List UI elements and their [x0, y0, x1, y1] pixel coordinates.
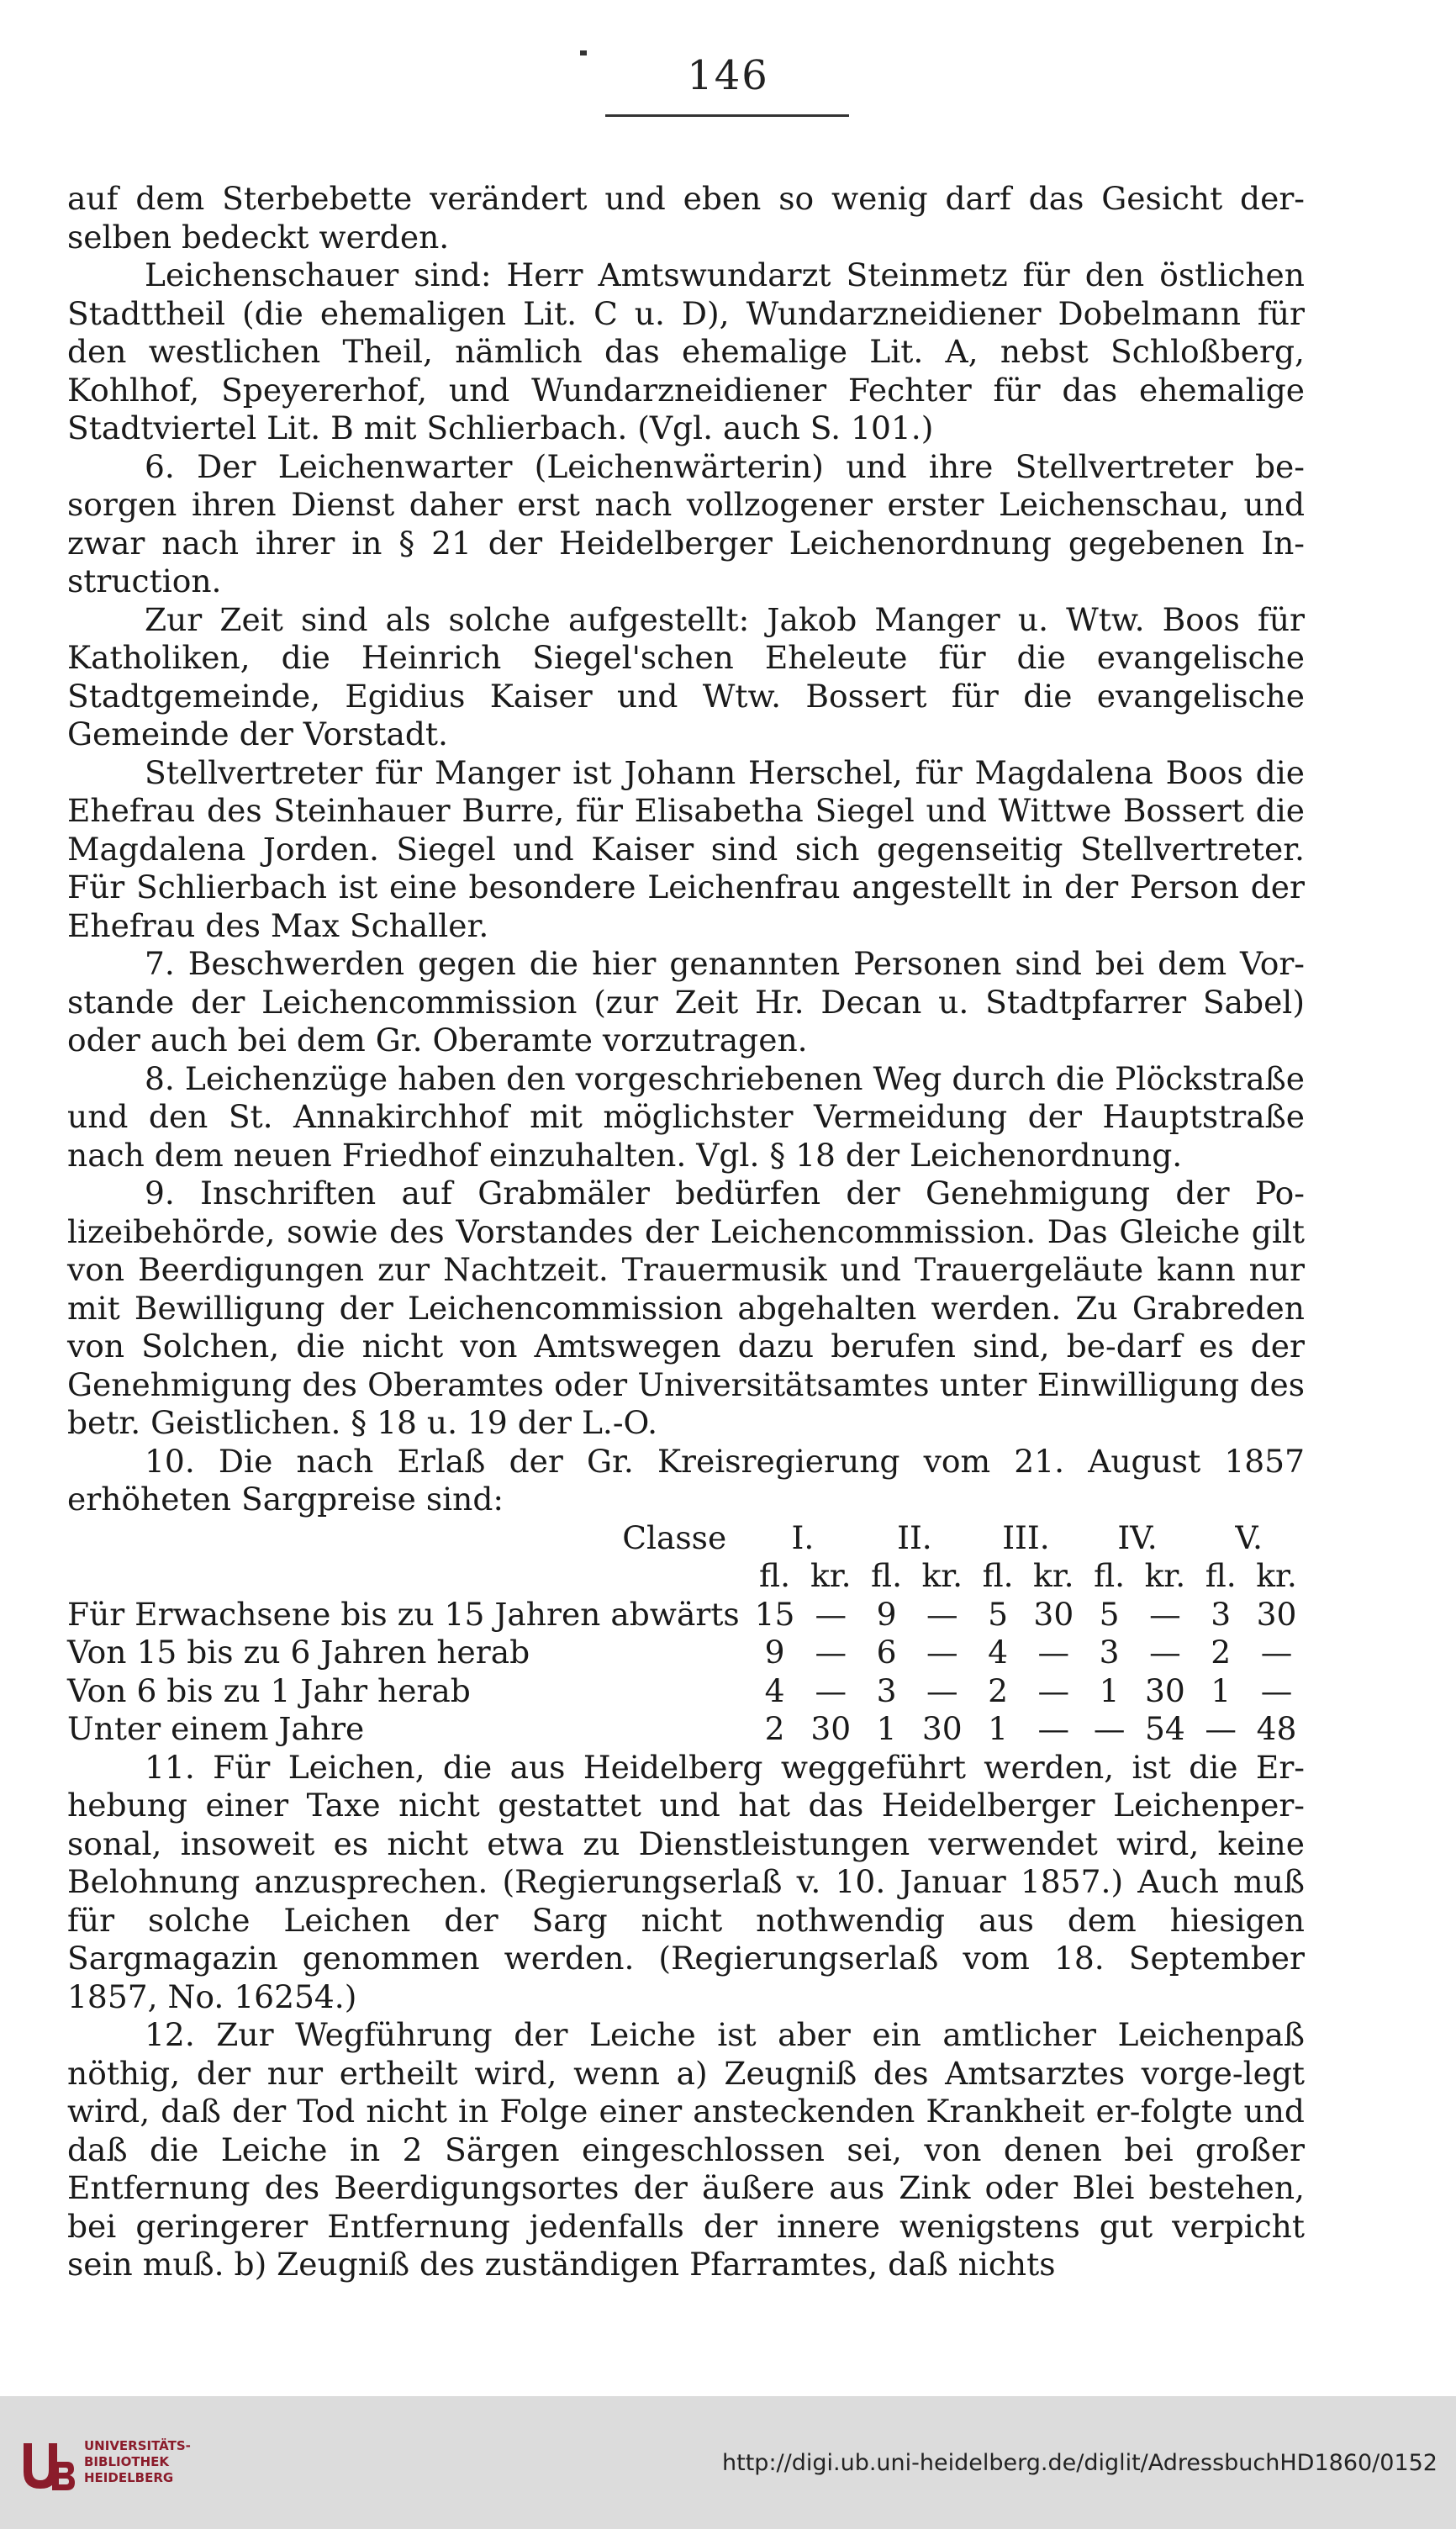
table-body — [67, 1596, 1305, 1749]
price-cell: 1 — [1211, 1671, 1232, 1709]
price-cell: 3 — [1099, 1634, 1120, 1671]
page-number: 146 — [687, 52, 769, 99]
library-name — [84, 2438, 191, 2486]
unit-heading: kr. — [921, 1557, 963, 1594]
footer-bar — [0, 2396, 1456, 2529]
class-heading: III. — [1002, 1518, 1050, 1556]
price-cell: 1 — [988, 1710, 1009, 1747]
library-name-line: BIBLIOTHEK — [84, 2454, 169, 2469]
price-cell: 30 — [1256, 1595, 1297, 1633]
price-cell: 15 — [754, 1595, 795, 1633]
paragraph: Zur Zeit sind als solche aufgestellt: Jakob Manger u. Wtw. Boos für Katholiken, die Heinrich Siegel'schen Eheleute für die evangelische Stadtgemeinde, Egidius Kaiser und Wtw. Bossert für die evangelische Gemeinde der Vorstadt. — [67, 600, 1305, 752]
unit-heading: kr. — [1256, 1557, 1297, 1594]
source-url-link[interactable]: http://digi.ub.uni-heidelberg.de/diglit/AdressbuchHD1860/0152 — [722, 2450, 1438, 2476]
price-cell: — — [1149, 1595, 1181, 1633]
price-cell: 30 — [1033, 1595, 1074, 1633]
row-label: Von 15 bis zu 6 Jahren herab — [67, 1634, 530, 1671]
row-label: Für Erwachsene bis zu 15 Jahren abwärts — [67, 1595, 740, 1633]
price-cell: 30 — [810, 1710, 852, 1747]
price-cell: 30 — [1145, 1671, 1185, 1709]
paragraph: Stellvertreter für Manger ist Johann Herschel, für Magdalena Boos die Ehefrau des Steinhauer Burre, für Elisabetha Siegel und Wittwe Bossert die Magdalena Jorden. Siegel und Kaiser sind sich gegenseitig Stellvertreter. Für Schlierbach ist eine besondere Leichenfrau angestellt in der Person der Ehefrau des Max Schaller. — [67, 753, 1305, 944]
unit-heading: kr. — [1144, 1557, 1186, 1594]
paragraph: 9. Inschriften auf Grabmäler bedürfen der Genehmigung der Po-lizeibehörde, sowie des Vorstandes der Leichencommission. Das Gleiche gilt von Beerdigungen zur Nachtzeit. Trauermusik und Trauergeläute kann nur mit Bewilligung der Leichencommission abgehalten werden. Zu Grabreden von Solchen, die nicht von Amtswegen dazu berufen sind, be-darf es der Genehmigung des Oberamtes oder Universitätsamtes unter Einwilligung des betr. Geistlichen. § 18 u. 19 der L.-O. — [67, 1175, 1305, 1441]
empty-cell — [67, 1557, 746, 1596]
coffin-price-table — [67, 1519, 1305, 1749]
page-number-rule — [605, 114, 849, 117]
price-cell: 9 — [764, 1634, 785, 1671]
price-cell: 9 — [876, 1595, 897, 1633]
price-cell: — — [815, 1634, 847, 1671]
price-cell: — — [1037, 1710, 1070, 1747]
table-header-classes — [67, 1519, 1305, 1558]
price-cell: 1 — [876, 1710, 897, 1747]
library-name-line: HEIDELBERG — [84, 2470, 174, 2485]
university-library-logo-icon — [18, 2437, 77, 2495]
unit-heading: kr. — [810, 1557, 852, 1594]
price-cell: 1 — [1099, 1671, 1120, 1709]
price-cell: 5 — [988, 1595, 1009, 1633]
class-heading: II. — [897, 1518, 932, 1556]
price-cell: 2 — [764, 1710, 785, 1747]
price-cell: 2 — [1211, 1634, 1232, 1671]
row-label: Von 6 bis zu 1 Jahr herab — [67, 1671, 471, 1709]
price-cell: — — [1260, 1671, 1293, 1709]
unit-heading: fl. — [871, 1557, 903, 1594]
price-cell: 54 — [1145, 1710, 1185, 1747]
library-name-line: UNIVERSITÄTS- — [84, 2438, 191, 2453]
price-cell: — — [926, 1671, 958, 1709]
table-row — [67, 1596, 1305, 1634]
paragraph: 7. Beschwerden gegen die hier genannten Personen sind bei dem Vor-stande der Leichencommission (zur Zeit Hr. Decan u. Stadtpfarrer Sabel) oder auch bei dem Gr. Oberamte vorzutragen. — [67, 945, 1305, 1059]
price-cell: — — [1149, 1634, 1181, 1671]
paragraph: 10. Die nach Erlaß der Gr. Kreisregierung vom 21. August 1857 erhöheten Sargpreise sind: — [67, 1442, 1305, 1518]
table-row — [67, 1710, 1305, 1749]
price-cell: — — [926, 1634, 958, 1671]
paragraph: 8. Leichenzüge haben den vorgeschriebenen Weg durch die Plöckstraße und den St. Annakirchhof mit möglichster Vermeidung der Hauptstraße nach dem neuen Friedhof einzuhalten. Vgl. § 18 der Leichenordnung. — [67, 1059, 1305, 1174]
price-cell: 3 — [876, 1671, 897, 1709]
paragraph: 6. Der Leichenwarter (Leichenwärterin) und ihre Stellvertreter be-sorgen ihren Dienst daher erst nach vollzogener erster Leichenschau, und zwar nach ihrer in § 21 der Heidelberger Leichenordnung gegebenen In-struction. — [67, 447, 1305, 599]
price-cell: — — [815, 1595, 847, 1633]
paragraphs-before — [67, 180, 1305, 1519]
price-cell: 2 — [988, 1671, 1009, 1709]
price-cell: 30 — [921, 1710, 963, 1747]
price-cell: — — [926, 1595, 958, 1633]
price-cell: 6 — [876, 1634, 897, 1671]
paragraph: 12. Zur Wegführung der Leiche ist aber ein amtlicher Leichenpaß nöthig, der nur ertheilt wird, wenn a) Zeugniß des Amtsarztes vorge-legt wird, daß der Tod nicht in Folge einer ansteckenden Krankheit er-folgte und daß die Leiche in 2 Särgen eingeschlossen sei, von denen bei großer Entfernung des Beerdigungsortes der äußere aus Zink oder Blei bestehen, bei geringerer Entfernung jedenfalls der innere wenigstens gut verpicht sein muß. b) Zeugniß des zuständigen Pfarramtes, daß nichts — [67, 2016, 1305, 2283]
class-heading: I. — [791, 1518, 815, 1556]
unit-heading: kr. — [1033, 1557, 1074, 1594]
price-cell: — — [815, 1671, 847, 1709]
price-cell: — — [1093, 1710, 1126, 1747]
paragraph: 11. Für Leichen, die aus Heidelberg weggeführt werden, ist die Er-hebung einer Taxe nicht gestattet und hat das Heidelberger Leichenper-sonal, insoweit es nicht etwa zu Dienstleistungen verwendet wird, keine Belohnung anzusprechen. (Regierungserlaß v. 10. Januar 1857.) Auch muß für solche Leichen der Sarg nicht nothwendig aus dem hiesigen Sargmagazin genommen werden. (Regierungserlaß vom 18. September 1857, No. 16254.) — [67, 1748, 1305, 2015]
price-cell: — — [1205, 1710, 1237, 1747]
price-cell: — — [1037, 1634, 1070, 1671]
body-text — [67, 180, 1305, 2284]
price-cell: — — [1037, 1671, 1070, 1709]
unit-heading: fl. — [759, 1557, 791, 1594]
price-cell: 48 — [1256, 1710, 1297, 1747]
table-row — [67, 1634, 1305, 1672]
class-heading: V. — [1235, 1518, 1263, 1556]
price-cell: 4 — [988, 1634, 1009, 1671]
table-row — [67, 1672, 1305, 1711]
price-cell: 4 — [764, 1671, 785, 1709]
price-cell: — — [1260, 1634, 1293, 1671]
class-label: Classe — [622, 1518, 727, 1556]
class-heading: IV. — [1117, 1518, 1158, 1556]
price-cell: 5 — [1099, 1595, 1120, 1633]
unit-heading: fl. — [1205, 1557, 1237, 1594]
unit-heading: fl. — [1094, 1557, 1126, 1594]
paragraph: Leichenschauer sind: Herr Amtswundarzt Steinmetz für den östlichen Stadttheil (die ehemaligen Lit. C u. D), Wundarzneidiener Dobelmann für den westlichen Theil, nämlich das ehemalige Lit. A, nebst Schloßberg, Kohlhof, Speyererhof, und Wundarzneidiener Fechter für das ehemalige Stadtviertel Lit. B mit Schlierbach. (Vgl. auch S. 101.) — [67, 256, 1305, 446]
paragraphs-after — [67, 1749, 1305, 2284]
unit-heading: fl. — [982, 1557, 1014, 1594]
paragraph: auf dem Sterbebette verändert und eben so wenig darf das Gesicht der-selben bedeckt werden. — [67, 180, 1305, 256]
table-header-units — [67, 1557, 1305, 1596]
row-label: Unter einem Jahre — [67, 1710, 365, 1747]
price-cell: 3 — [1211, 1595, 1232, 1633]
